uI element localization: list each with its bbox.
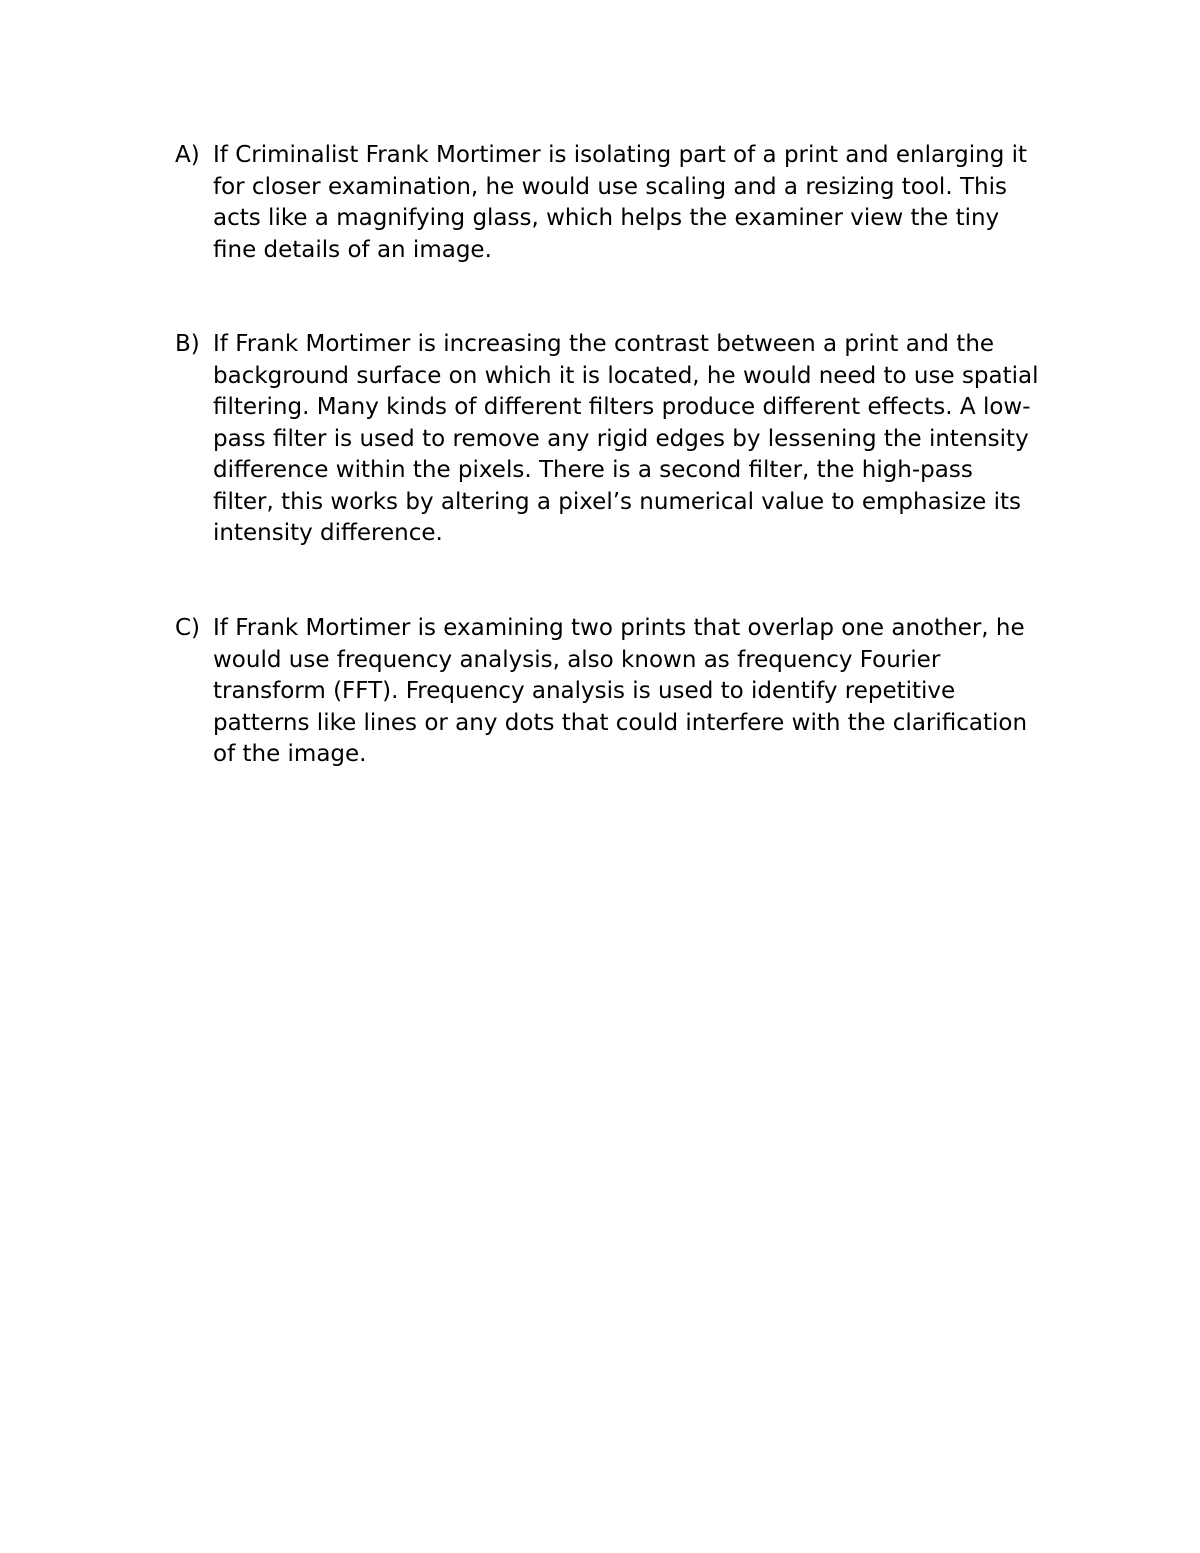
list-item-c xyxy=(175,613,1075,771)
text-line: If Criminalist Frank Mortimer is isolating part of a print and enlarging it xyxy=(213,142,1028,168)
list-marker-a: A) xyxy=(175,142,200,168)
text-line: of the image. xyxy=(213,741,367,767)
list-marker-c: C) xyxy=(175,615,201,641)
paragraph-c xyxy=(213,613,1073,771)
text-line: background surface on which it is located, he would need to use spatial xyxy=(213,362,1039,389)
text-line: patterns like lines or any dots that could interfere with the clarification xyxy=(213,709,1028,736)
text-line: If Frank Mortimer is examining two prints that overlap one another, he xyxy=(213,615,1025,641)
text-line: would use frequency analysis, also known as frequency Fourier xyxy=(213,646,941,673)
text-line: fine details of an image. xyxy=(213,236,492,263)
text-line: for closer examination, he would use scaling and a resizing tool. This xyxy=(213,173,1007,200)
text-line: intensity difference. xyxy=(213,520,443,546)
text-line: pass filter is used to remove any rigid edges by lessening the intensity xyxy=(213,425,1029,452)
paragraph-b xyxy=(213,329,1073,550)
list-item-a xyxy=(175,140,1075,266)
text-line: filter, this works by altering a pixel’s numerical value to emphasize its xyxy=(213,488,1021,515)
text-line: filtering. Many kinds of different filters produce different effects. A low- xyxy=(213,394,1031,420)
text-line: If Frank Mortimer is increasing the contrast between a print and the xyxy=(213,331,995,357)
list-item-b xyxy=(175,329,1075,550)
paragraph-a xyxy=(213,140,1073,266)
text-line: difference within the pixels. There is a second filter, the high-pass xyxy=(213,457,973,483)
text-line: transform (FFT). Frequency analysis is used to identify repetitive xyxy=(213,678,956,704)
text-line: acts like a magnifying glass, which helps the examiner view the tiny xyxy=(213,205,1000,231)
list-marker-b: B) xyxy=(175,331,200,357)
